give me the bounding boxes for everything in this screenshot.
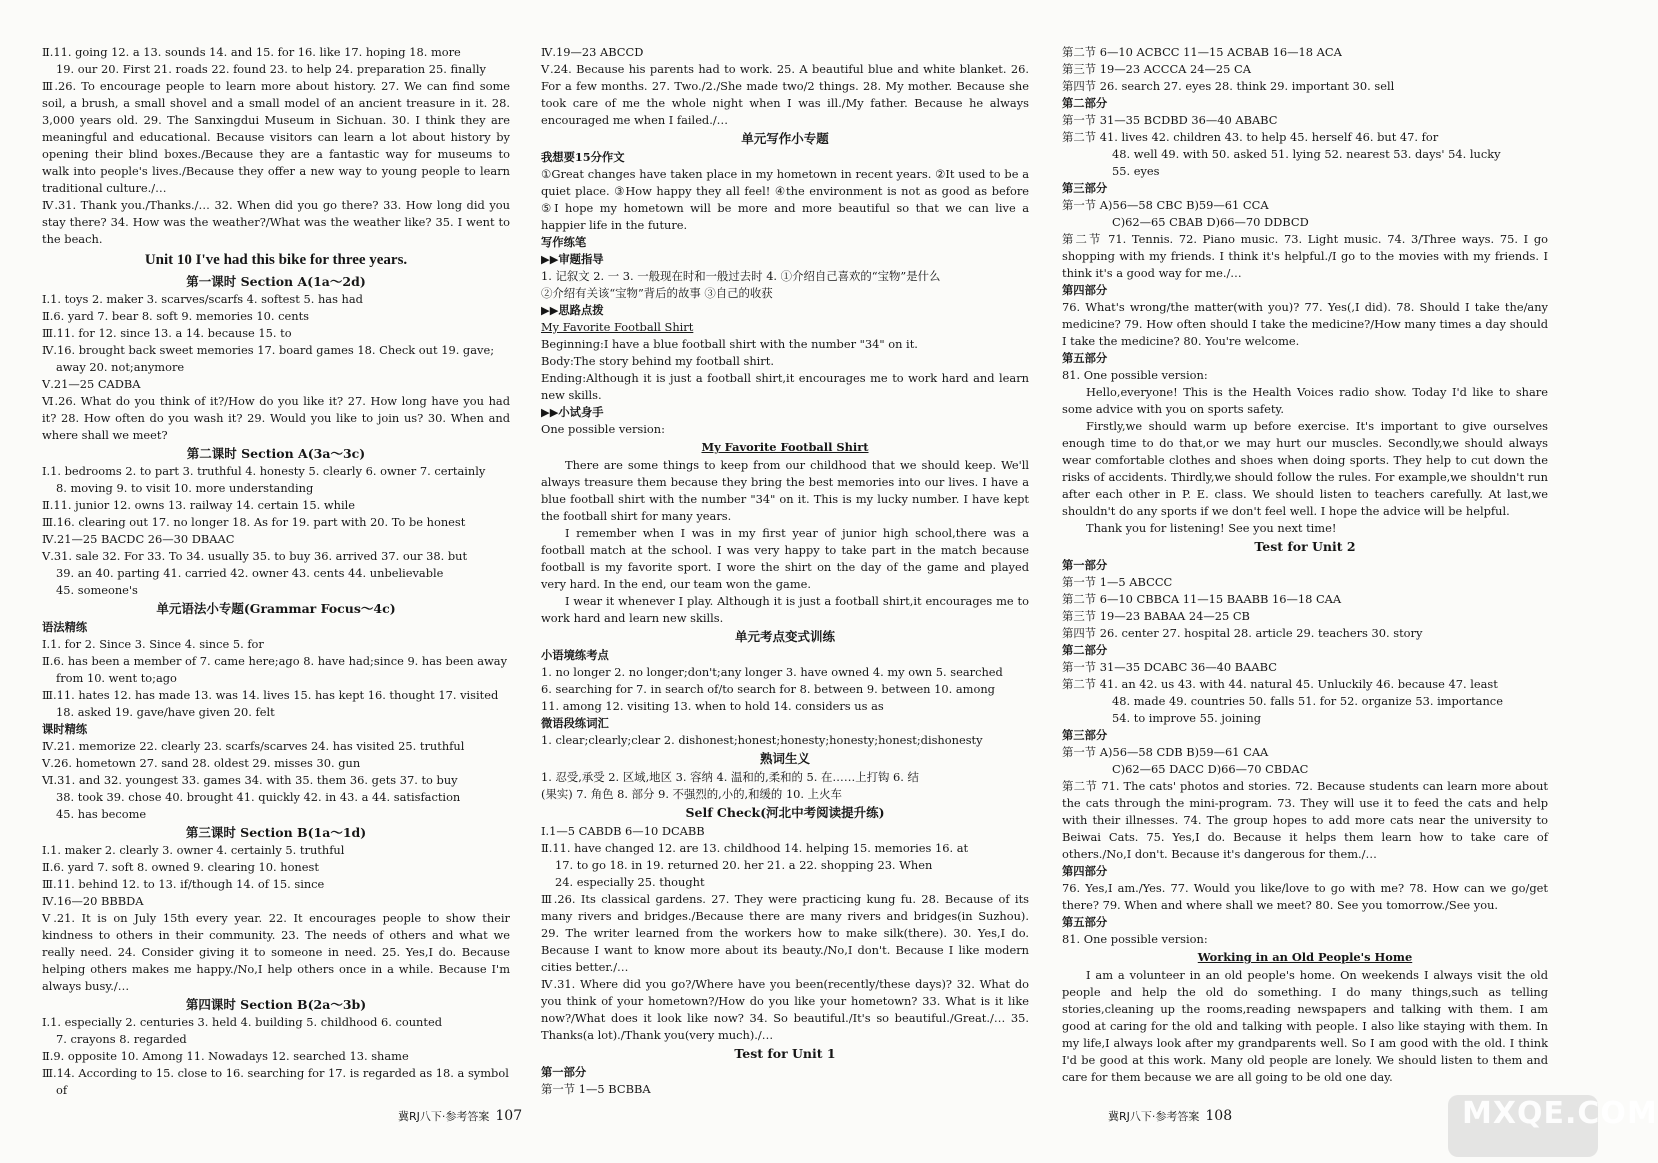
answer-line: Ⅱ.9. opposite 10. Among 11. Nowadays 12. searched 13. shame [42,1049,409,1063]
answer-line: from 10. went to;ago [56,671,177,685]
answer-line: 45. someone's [56,583,138,597]
answer-line: Ⅲ.14. According to 15. close to 16. searching for 17. is regarded as 18. a symbol [42,1066,509,1080]
answer-paragraph: Ⅴ.21. It is on July 15th every year. 22. It encourages people to show their kindness to others in their community. 23. The needs of others and what we really need. 24. Consider giving it to someone in need. 25. Yes,I do. Because helping others makes me happy./No,I help others once in a while. Because I'm always busy./… [42,911,510,993]
answer-line: Ⅲ.11. hates 12. has made 13. was 14. lives 15. has kept 16. thought 17. visited [42,688,499,702]
answer-paragraph: Ⅲ.26. Its classical gardens. 27. They were practicing kung fu. 28. Because of its many rivers and bridges./Because there are many rivers and bridges(in Suzhou). 29. The writer learned from the workers how to make silk(there). 30. Yes,I do. Because I want to know more about its beauty./No,I don't. Because I like modern cities better./… [541,892,1029,974]
subsection-label: 第二部分 [1062,643,1108,657]
answer-line: Ⅰ.1. for 2. Since 3. Since 4. since 5. for [42,637,264,651]
subsection-label: 第四部分 [1062,864,1108,878]
section-heading: 熟词生义 [759,751,810,766]
answer-line: Ⅳ.16—20 BBBDA [42,894,144,908]
answer-line: Ⅱ.6. yard 7. bear 8. soft 9. memories 10. cents [42,309,310,323]
answer-line: ②介绍有关该“宝物”背后的故事 ③自己的收获 [541,286,773,300]
answer-paragraph: Ⅴ.24. Because his parents had to work. 25. A beautiful blue and white blanket. 26. For a few months. 27. Two./2./She made two/2 things. 28. My mother. Because she took care of me the whole night when I was ill./My father. Because he always encouraged me when I failed./… [541,62,1029,127]
answer-line: Ⅰ.1—5 CABDB 6—10 DCABB [541,824,705,838]
subsection-label: 第五部分 [1062,915,1108,929]
answer-paragraph: ①Great changes have taken place in my hometown in recent years. ②It used to be a quiet place. ③How happy they all feel! ④the environment is not as good as before ⑤I hope my hometown will be more and more beautiful so that we can live a happier life in the future. [541,167,1029,232]
lesson-heading: 第三课时 Section B(1a～1d) [185,825,367,840]
answer-line: 第一节 1—5 BCBBA [541,1082,651,1096]
answer-line: Ⅵ.31. and 32. youngest 33. games 34. with 35. them 36. gets 37. to buy [42,773,458,787]
subsection-label: 第三部分 [1062,181,1108,195]
subsection-label: 我想要15分作文 [541,150,625,164]
answer-line: of [56,1083,68,1097]
answer-line: 48. well 49. with 50. asked 51. lying 52. nearest 53. days' 54. lucky [1112,147,1501,161]
answer-paragraph: I wear it whenever I play. Although it is just a football shirt,it encourages me to work hard and learn new skills. [541,594,1029,625]
subsection-label: ▶▶思路点拨 [541,303,604,317]
answer-line: 第三节 19—23 ACCCA 24—25 CA [1062,62,1251,76]
answer-paragraph: I am a volunteer in an old people's home. On weekends I always visit the old people and help the old do something. I do many things,such as telling stories,cleaning up the rooms,reading newspapers and talking with them. I am good at caring for the old and talking with people. I also like staying with them. In my life,I always look after my grandparents well. So I am good with the old. I think I'd be good at this work. Many old people are lonely. We should listen to them and care for them because we are all going to be old one day. [1062,968,1548,1084]
watermark-text: MXQE.COM [1462,1096,1658,1131]
answer-line: 39. an 40. parting 41. carried 42. owner 43. cents 44. unbelievable [56,566,444,580]
answer-line: Thank you for listening! See you next time! [1086,521,1337,535]
answer-line: 18. asked 19. gave/have given 20. felt [56,705,275,719]
answer-line: Ⅳ.19—23 ABCCD [541,45,644,59]
answer-paragraph: 第二节 71. Tennis. 72. Piano music. 73. Light music. 74. 3/Three ways. 75. I go shopping with my friends. I think it's helpful./I go to the movies with my friends. I think it's a good way for me./… [1062,232,1548,280]
subsection-label: 写作练笔 [541,235,587,249]
answer-line: Ⅲ.11. behind 12. to 13. if/though 14. of 15. since [42,877,325,891]
answer-line: Ⅴ.31. sale 32. For 33. To 34. usually 35. to buy 36. arrived 37. our 38. but [42,549,468,563]
answer-line: 17. to go 18. in 19. returned 20. her 21. a 22. shopping 23. When [555,858,933,872]
section-heading: Self Check(河北中考阅读提升练) [685,805,885,820]
answer-line: 8. moving 9. to visit 10. more understanding [56,481,314,495]
answer-line: C)62—65 CBAB D)66—70 DDBCD [1112,215,1309,229]
answer-line: 38. took 39. chose 40. brought 41. quickly 42. in 43. a 44. satisfaction [56,790,461,804]
answer-line: Ⅰ.1. toys 2. maker 3. scarves/scarfs 4. softest 5. has had [42,292,363,306]
answer-line: Ⅰ.1. bedrooms 2. to part 3. truthful 4. honesty 5. clearly 6. owner 7. certainly [42,464,486,478]
answer-line: 48. made 49. countries 50. falls 51. for 52. organize 53. importance [1112,694,1503,708]
answer-line: Body:The story behind my football shirt. [541,354,774,368]
answer-line: 第二节 6—10 CBBCA 11—15 BAABB 16—18 CAA [1062,592,1342,606]
subsection-label: 第一部分 [541,1065,587,1079]
answer-line: (果实) 7. 角色 8. 部分 9. 不强烈的,小的,和缓的 10. 上火车 [541,787,842,801]
answer-line: 55. eyes [1112,164,1160,178]
answer-line: One possible version: [541,422,665,436]
answer-line: Ⅳ.21. memorize 22. clearly 23. scarfs/scarves 24. has visited 25. truthful [42,739,465,753]
section-heading: 单元考点变式训练 [734,629,835,644]
answer-paragraph: I remember when I was in my first year of junior high school,there was a football match at the school. I was very happy to take part in the match because football is my favorite sport. I wore the shirt on the day of the game and played very hard. In the end, our team won the game. [541,526,1029,591]
answer-line: 第一节 A)56—58 CDB B)59—61 CAA [1062,745,1269,759]
subsection-label: ▶▶小试身手 [541,405,604,419]
answer-line: 第二节 41. lives 42. children 43. to help 45. herself 46. but 47. for [1062,130,1439,144]
answer-line: Ⅳ.21—25 BACDC 26—30 DBAAC [42,532,235,546]
footer-label: 冀RJ八下·参考答案 [398,1110,490,1123]
answer-paragraph: Ⅳ.31. Where did you go?/Where have you been(recently/these days)? 32. What do you think of your hometown?/How do you like your hometown? 33. What is it like now?/What does it look like now? 34. So beautiful./It's so beautiful./Great./… 35. Thanks(a lot)./Thank you(very much)./… [541,977,1029,1042]
answer-paragraph: Hello,everyone! This is the Health Voices radio show. Today I'd like to share some advice with you on sports safety. [1062,385,1548,416]
right-column [1062,44,1548,1086]
answer-line: 1. 忍受,承受 2. 区域,地区 3. 容纳 4. 温和的,柔和的 5. 在……上打钩 6. 结 [541,770,919,784]
subsection-label: 第三部分 [1062,728,1108,742]
watermark-logo [1448,1095,1658,1157]
page-number: 108 [1205,1108,1233,1124]
essay-title: Working in an Old People's Home [1197,950,1413,964]
answer-line: 1. clear;clearly;clear 2. dishonest;honest;honesty;honesty;honest;dishonesty [541,733,983,747]
answer-line: 第一节 31—35 BCDBD 36—40 ABABC [1062,113,1278,127]
answer-line: Ⅲ.11. for 12. since 13. a 14. because 15. to [42,326,292,340]
answer-line: away 20. not;anymore [56,360,185,374]
answer-line: 第三节 19—23 BABAA 24—25 CB [1062,609,1250,623]
answer-line: Beginning:I have a blue football shirt with the number "34" on it. [541,337,918,351]
answer-line: 54. to improve 55. joining [1112,711,1262,725]
answer-line: 45. has become [56,807,147,821]
essay-title: My Favorite Football Shirt [701,440,869,454]
footer-right [1108,1108,1232,1125]
subsection-label: 小语境练考点 [541,648,609,662]
answer-line: Ⅴ.21—25 CADBA [42,377,141,391]
subsection-label: 第一部分 [1062,558,1108,572]
answer-paragraph: 第二节 71. The cats' photos and stories. 72. Because students can learn more about the cats through the mini-program. 73. They will use it to feed the cats and help with their illnesses. 74. The group hopes to add more cats near the university to Beiwai Cats. 75. Yes,I do. Because it helps them learn how to take care of others./No,I don't. Because it's dangerous for them./… [1062,779,1548,861]
answer-line: 24. especially 25. thought [555,875,705,889]
answer-line: Ⅰ.1. maker 2. clearly 3. owner 4. certainly 5. truthful [42,843,345,857]
answer-line: Ⅴ.26. hometown 27. sand 28. oldest 29. misses 30. gun [42,756,361,770]
answer-line: 6. searching for 7. in search of/to search for 8. between 9. between 10. among [541,682,995,696]
subsection-label: 第四部分 [1062,283,1108,297]
answer-line: Ⅱ.11. junior 12. owns 13. railway 14. certain 15. while [42,498,355,512]
footer-label: 冀RJ八下·参考答案 [1108,1110,1200,1123]
subsection-label: 第二部分 [1062,96,1108,110]
answer-paragraph: Ⅵ.26. What do you think of it?/How do you like it? 27. How long have you had it? 28. How often do you wash it? 29. Would you like to join us? 30. When and where shall we meet? [42,394,510,442]
section-heading: 单元写作小专题 [741,131,829,146]
answer-paragraph: Ⅳ.31. Thank you./Thanks./… 32. When did you go there? 33. How long did you stay there? 34. How was the weather?/What was the weather like? 35. I went to the beach. [42,198,510,246]
footer-left [398,1108,522,1125]
lesson-heading: 第四课时 Section B(2a～3b) [185,997,367,1012]
middle-column [541,44,1029,1098]
subsection-label: 第五部分 [1062,351,1108,365]
section-heading: 单元语法小专题(Grammar Focus～4c) [156,601,396,616]
answer-paragraph: Ending:Although it is just a football shirt,it encourages me to work hard and learn new skills. [541,371,1029,402]
section-heading: Test for Unit 2 [1254,539,1356,554]
answer-line: Ⅱ.11. going 12. a 13. sounds 14. and 15. for 16. like 17. hoping 18. more [42,45,461,59]
lesson-heading: 第一课时 Section A(1a～2d) [186,274,366,289]
answer-line: Ⅱ.11. have changed 12. are 13. childhood 14. helping 15. memories 16. at [541,841,969,855]
answer-line: 7. crayons 8. regarded [56,1032,187,1046]
answer-line: 1. 记叙文 2. 一 3. 一般现在时和一般过去时 4. ①介绍自己喜欢的“宝物”是什么 [541,269,941,283]
answer-line: 1. no longer 2. no longer;don't;any longer 3. have owned 4. my own 5. searched [541,665,1003,679]
answer-line: My Favorite Football Shirt [541,320,694,334]
section-heading: Test for Unit 1 [734,1046,836,1061]
answer-line: Ⅱ.6. yard 7. soft 8. owned 9. clearing 10. honest [42,860,319,874]
answer-paragraph: 76. Yes,I am./Yes. 77. Would you like/love to go with me? 78. How can we go/get there? 79. When and where shall we meet? 80. See you tomorrow./See you. [1062,881,1548,912]
answer-line: 81. One possible version: [1062,932,1208,946]
answer-paragraph: Ⅲ.26. To encourage people to learn more about history. 27. We can find some soil, a brush, a small shovel and a small model of an ancient treasure in it. 28. 3,000 years old. 29. The Sanxingdui Museum in Sichuan. 30. I think they are meaningful and educational. Because visitors can learn a lot about history by opening their blind boxes./Because they are a fantastic way for museums to walk into people's lives./Because they offer a new way to young people to learn traditional culture./… [42,79,510,195]
answer-line: 第一节 A)56—58 CBC B)59—61 CCA [1062,198,1269,212]
answer-line: 11. among 12. visiting 13. when to hold 14. considers us as [541,699,884,713]
answer-line: 第二节 41. an 42. us 43. with 44. natural 45. Unluckily 46. because 47. least [1062,677,1498,691]
answer-paragraph: Firstly,we should warm up before exercise. It's important to give ourselves enough time to do that,or we may hurt our muscles. Secondly,we should always wear comfortable clothes and shoes when doing sports. They help to cut down the risks of accidents. Thirdly,we should follow the rules. For example,we shouldn't run after each other in P. E. class. We should listen to teachers carefully. At last,we shouldn't do any sports if we don't feel well. I hope the advice will be helpful. [1062,419,1548,518]
subsection-label: 语法精练 [42,620,88,634]
answer-line: 第四节 26. search 27. eyes 28. think 29. important 30. sell [1062,79,1395,93]
subsection-label: 课时精练 [42,722,88,736]
answer-line: 第一节 1—5 ABCCC [1062,575,1173,589]
answer-line: 第二节 6—10 ACBCC 11—15 ACBAB 16—18 ACA [1062,45,1342,59]
answer-paragraph: 76. What's wrong/the matter(with you)? 77. Yes(,I did). 78. Should I take the/any medicine? 79. How often should I take the medicine?/How many times a day should I take the medicine? 80. You're welcome. [1062,300,1548,348]
subsection-label: ▶▶审题指导 [541,252,604,266]
answer-paragraph: There are some things to keep from our childhood that we should keep. We'll always treasure them because they bring the best memories into our lives. I have a blue football shirt with the number "34" on it. This is my lucky number. I have kept the football shirt for many years. [541,458,1029,523]
answer-line: Ⅱ.6. has been a member of 7. came here;ago 8. have had;since 9. has been away [42,654,508,668]
left-column [42,44,510,1099]
subsection-label: 微语段练词汇 [541,716,609,730]
answer-line: Ⅰ.1. especially 2. centuries 3. held 4. building 5. childhood 6. counted [42,1015,442,1029]
page-number: 107 [495,1108,523,1124]
answer-line: 第一节 31—35 DCABC 36—40 BAABC [1062,660,1277,674]
answer-line: 19. our 20. First 21. roads 22. found 23. to help 24. preparation 25. finally [56,62,486,76]
answer-line: Ⅲ.16. clearing out 17. no longer 18. As for 19. part with 20. To be honest [42,515,466,529]
answer-line: 81. One possible version: [1062,368,1208,382]
answer-line: C)62—65 DACC D)66—70 CBDAC [1112,762,1309,776]
answer-line: Ⅳ.16. brought back sweet memories 17. board games 18. Check out 19. gave; [42,343,495,357]
answer-line: 第四节 26. center 27. hospital 28. article 29. teachers 30. story [1062,626,1423,640]
lesson-heading: 第二课时 Section A(3a～3c) [186,446,366,461]
unit-title: Unit 10 I've had this bike for three years. [144,252,408,268]
